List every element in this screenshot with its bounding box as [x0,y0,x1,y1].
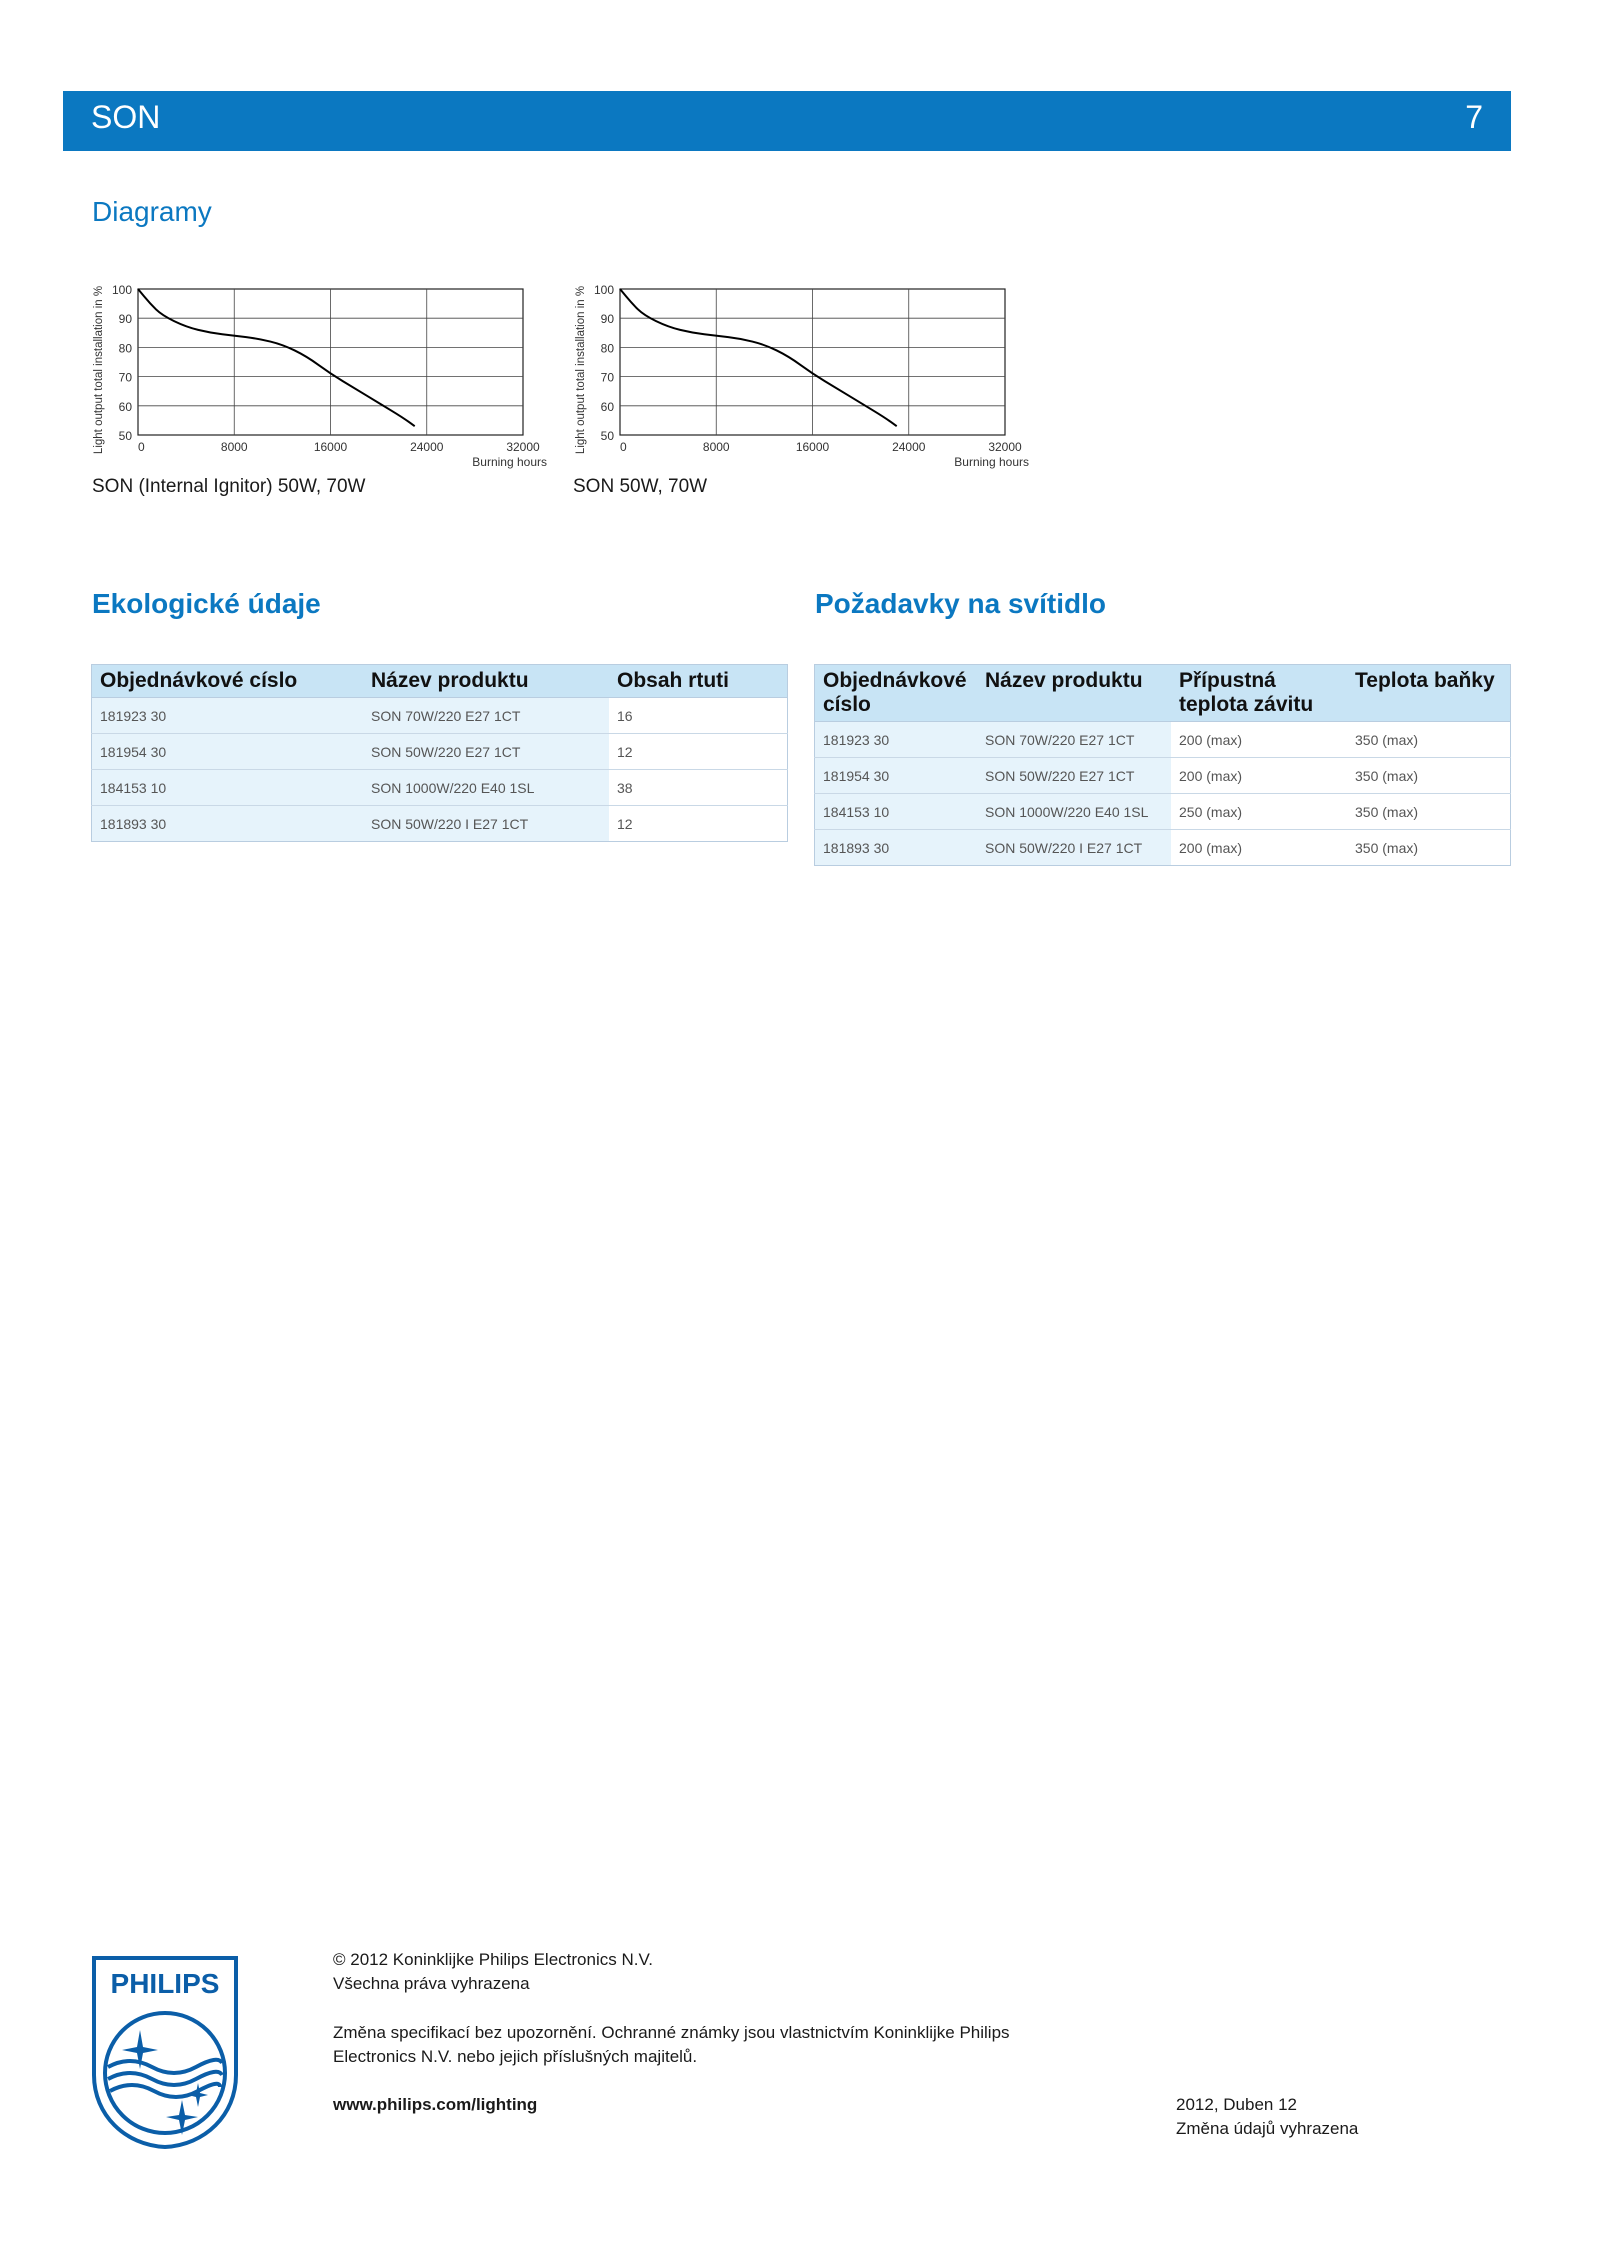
y-tick-label: 90 [600,312,614,327]
footer-copyright: © 2012 Koninklijke Philips Electronics N.V. [333,1950,653,1969]
table-row [815,758,1511,794]
diagrams-heading: Diagramy [92,196,212,227]
chart-1-svg [88,266,548,506]
philips-logo [90,1955,240,2150]
footer-notice [333,2021,1010,2069]
footer-rights: Všechna práva vyhrazena [333,1974,530,1993]
chart-2-svg [570,266,1030,506]
footer-date-block [1176,2093,1358,2141]
req-cell: 184153 10 [815,794,978,830]
eco-heading: Ekologické údaje [92,588,321,619]
eco-cell: SON 50W/220 I E27 1CT [363,806,609,842]
logo-wordmark: PHILIPS [110,1968,220,1999]
req-cell: 181893 30 [815,830,978,866]
req-cell: 200 (max) [1171,722,1347,758]
y-axis-label: Light output total installation in % [93,285,105,455]
footer-url-link[interactable]: www.philips.com/lighting [333,2095,538,2114]
table-row [92,770,788,806]
req-cell: 181954 30 [815,758,978,794]
x-axis-label: Burning hours [954,455,1029,469]
req-cell: 181923 30 [815,722,978,758]
header-title: SON [91,99,161,135]
y-tick-label: 50 [600,429,614,443]
page-number: 7 [1465,99,1483,135]
req-col-order-number: Objednávkové císlo [815,665,978,722]
footer-notice-line1: Změna specifikací bez upozornění. Ochranné známky jsou vlastnictvím Koninklijke Philips [333,2023,1010,2042]
table-row [815,794,1511,830]
footer-date-note: Změna údajů vyhrazena [1176,2119,1359,2138]
eco-cell: 181893 30 [92,806,364,842]
x-tick-label: 16000 [795,440,830,454]
x-tick-label: 16000 [313,440,348,454]
chart-2 [570,266,1030,506]
eco-cell: 12 [617,815,633,832]
req-col-product-name: Název produktu [977,665,1171,722]
eco-col-product-name: Název produktu [363,665,609,698]
eco-cell: SON 1000W/220 E40 1SL [363,770,609,806]
page-header [63,91,1511,151]
req-cell: SON 50W/220 I E27 1CT [977,830,1171,866]
x-tick-label: 8000 [220,440,248,454]
y-tick-label: 70 [118,370,132,385]
eco-table [91,664,788,842]
req-col-bulb-temp: Teplota baňky [1347,665,1511,722]
req-heading: Požadavky na svítidlo [815,588,1106,619]
table-row [815,830,1511,866]
x-tick-label: 0 [138,440,145,454]
x-tick-label: 24000 [892,440,926,454]
y-tick-label: 100 [593,283,614,297]
req-cell: 250 (max) [1171,794,1347,830]
table-row [92,698,788,734]
chart-1 [88,266,548,506]
eco-cell: SON 50W/220 E27 1CT [363,734,609,770]
req-cell: 350 (max) [1355,839,1419,856]
y-tick-label: 60 [600,399,614,414]
eco-table-header-row [92,665,788,698]
x-tick-label: 24000 [410,440,444,454]
footer-notice-line2: Electronics N.V. nebo jejich příslušných majitelů. [333,2047,698,2066]
req-cell: 350 (max) [1347,794,1511,830]
y-tick-label: 50 [118,429,132,443]
eco-cell: 16 [609,698,788,734]
eco-cell: SON 70W/220 E27 1CT [363,698,609,734]
x-tick-label: 32000 [988,440,1022,454]
eco-cell: 12 [609,734,788,770]
req-table [814,664,1511,866]
eco-cell: 184153 10 [92,770,364,806]
req-cell: 350 (max) [1347,722,1511,758]
req-cell: SON 1000W/220 E40 1SL [977,794,1171,830]
y-axis-label: Light output total installation in % [575,285,587,455]
req-col-cap-temp: Přípustná teplota závitu [1171,665,1347,722]
eco-col-mercury: Obsah rtuti [609,665,788,698]
x-tick-label: 32000 [506,440,540,454]
y-tick-label: 100 [111,283,132,297]
footer-copyright-block [333,1948,653,1996]
y-tick-label: 80 [600,341,614,356]
eco-cell: 181923 30 [92,698,364,734]
req-cell: 200 (max) [1179,839,1243,856]
footer-date: 2012, Duben 12 [1176,2095,1297,2114]
req-cell: SON 50W/220 E27 1CT [977,758,1171,794]
req-cell: SON 70W/220 E27 1CT [977,722,1171,758]
eco-cell: 38 [609,770,788,806]
eco-cell: 181954 30 [92,734,364,770]
x-axis-label: Burning hours [472,455,547,469]
x-tick-label: 8000 [702,440,730,454]
y-tick-label: 60 [118,399,132,414]
y-tick-label: 70 [600,370,614,385]
req-table-header-row [815,665,1511,722]
chart-2-caption: SON 50W, 70W [573,476,708,497]
table-row [92,734,788,770]
chart-1-caption: SON (Internal Ignitor) 50W, 70W [92,476,366,497]
table-row [92,806,788,842]
table-row [815,722,1511,758]
y-tick-label: 80 [118,341,132,356]
req-cell: 200 (max) [1171,758,1347,794]
req-cell: 350 (max) [1347,758,1511,794]
x-tick-label: 0 [620,440,627,454]
y-tick-label: 90 [118,312,132,327]
eco-col-order-number: Objednávkové císlo [92,665,364,698]
